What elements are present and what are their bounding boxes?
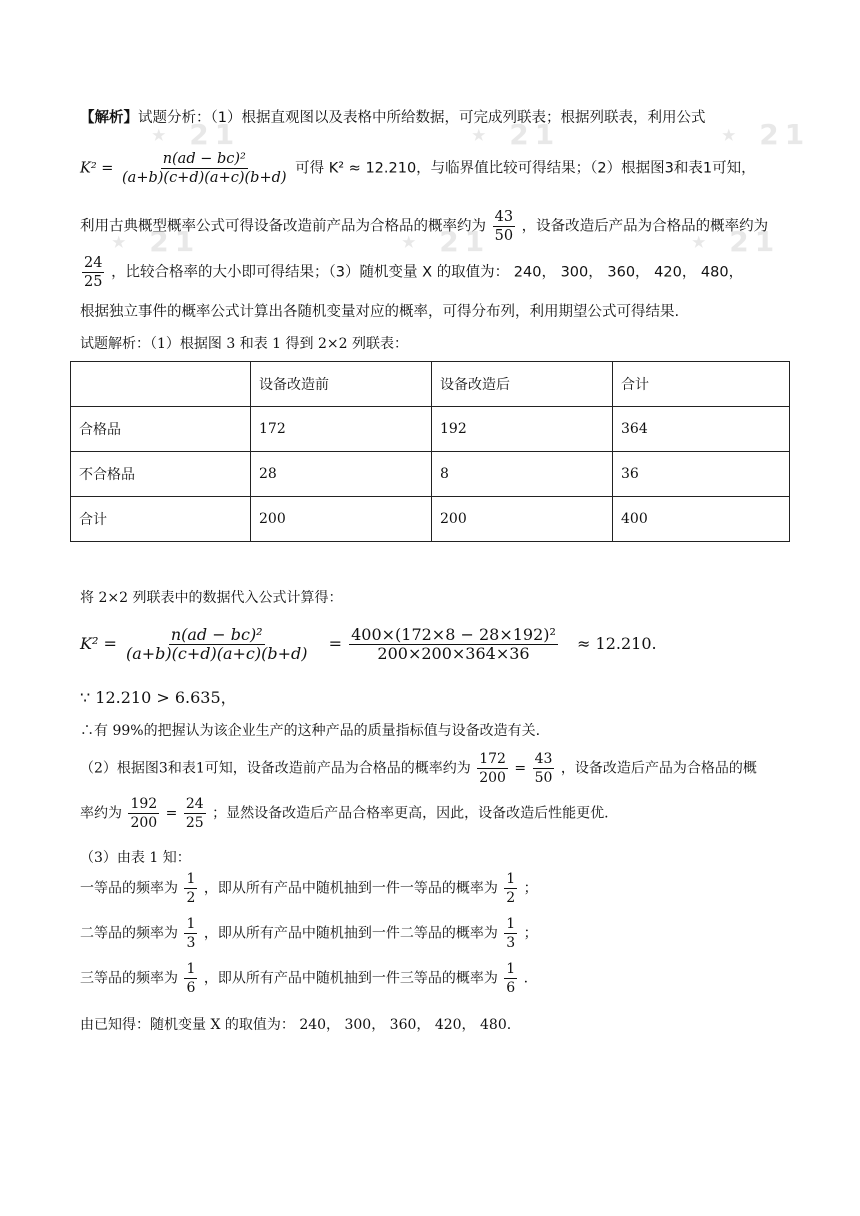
analysis-label: 【解析】 xyxy=(80,110,138,126)
fraction-192-200 xyxy=(128,795,159,832)
table-cell: 172 xyxy=(251,407,432,452)
watermark-logo: ⋆ 21 xyxy=(150,118,241,151)
table-cell: 200 xyxy=(251,497,432,542)
analysis-line-2 xyxy=(80,150,756,187)
grade-text: ； xyxy=(523,925,538,942)
analysis-text: ，设备改造后产品为合格品的概率约为 xyxy=(521,218,769,235)
fraction-numerator: 43 xyxy=(534,751,553,767)
analysis-text: ，比较合格率的大小即可得结果；（3）随机变量 X 的取值为： 240， 300， 360， 420， 480， xyxy=(111,264,744,281)
grade-text: ； xyxy=(523,880,538,897)
equals-sign: = xyxy=(514,760,527,777)
analysis-text: 利用古典概型概率公式可得设备改造前产品为合格品的概率约为 xyxy=(80,218,486,235)
table-cell: 合计 xyxy=(613,362,790,407)
k2-result: ≈ 12.210. xyxy=(577,634,657,653)
part2-line-2 xyxy=(80,795,609,832)
k2-formula-fraction xyxy=(124,626,310,663)
fraction-denominator: 3 xyxy=(506,935,516,951)
fraction-1-6 xyxy=(184,960,197,997)
fraction-denominator: 25 xyxy=(84,274,103,290)
watermark-logo: ⋆ 21 xyxy=(400,225,491,258)
k2-symbol: K² = xyxy=(80,160,114,177)
table-cell: 400 xyxy=(613,497,790,542)
fraction-denominator: 3 xyxy=(186,935,196,951)
analysis-line-3 xyxy=(80,208,768,245)
table-cell: 36 xyxy=(613,452,790,497)
k2-calculation xyxy=(80,626,657,663)
substitute-text: 将 2×2 列联表中的数据代入公式计算得： xyxy=(80,590,343,606)
grade-text: 二等品的频率为 xyxy=(80,925,178,942)
equals-sign: = xyxy=(165,805,178,822)
because-line: ∵ 12.210 > 6.635， xyxy=(80,688,237,707)
contingency-table xyxy=(70,361,790,542)
grade-text: ，即从所有产品中随机抽到一件一等品的概率为 xyxy=(203,880,498,897)
fraction-denominator: 2 xyxy=(506,890,516,906)
fraction-denominator: 50 xyxy=(494,228,514,244)
table-cell: 8 xyxy=(432,452,613,497)
table-row xyxy=(71,452,790,497)
watermark-logo: ⋆ 21 xyxy=(720,118,811,151)
part3-heading: （3）由表 1 知： xyxy=(80,850,191,866)
table-cell: 设备改造前 xyxy=(251,362,432,407)
fraction-denominator: 2 xyxy=(186,890,196,906)
fraction-numerator: 192 xyxy=(130,796,158,812)
fraction-denominator: (a+b)(c+d)(a+c)(b+d) xyxy=(125,644,308,663)
part2-text: （2）根据图3和表1可知，设备改造前产品为合格品的概率约为 xyxy=(80,760,471,777)
fraction-denominator: 200×200×364×36 xyxy=(377,644,530,663)
solution-intro: 试题解析：（1）根据图 3 和表 1 得到 2×2 列联表： xyxy=(80,336,408,352)
part2-line-1 xyxy=(80,750,757,787)
equals-sign: = xyxy=(328,634,342,653)
fraction-denominator: 25 xyxy=(185,815,204,831)
analysis-text: 可得 K² ≈ 12.210，与临界值比较可得结果；（2）根据图3和表1可知， xyxy=(295,160,756,177)
fraction-1-3 xyxy=(504,915,517,952)
analysis-text: 试题分析：（1）根据直观图以及表格中所给数据，可完成列联表；根据列联表，利用公式 xyxy=(138,110,706,126)
table-header-row xyxy=(71,362,790,407)
grade-text: 一等品的频率为 xyxy=(80,880,178,897)
grade-text: . xyxy=(523,970,529,987)
watermark-logo: ⋆ 21 xyxy=(110,225,201,258)
table-cell: 364 xyxy=(613,407,790,452)
fraction-numerator: 1 xyxy=(186,961,196,977)
fraction-1-2 xyxy=(184,870,197,907)
fraction-numerator: 400×(172×8 − 28×192)² xyxy=(351,625,556,644)
table-row xyxy=(71,497,790,542)
values-line: 由已知得：随机变量 X 的取值为： 240， 300， 360， 420， 480. xyxy=(80,1017,512,1033)
grade2-line xyxy=(80,915,538,952)
part2-text: 率约为 xyxy=(80,805,122,822)
fraction-numerator: 172 xyxy=(479,751,506,767)
grade3-line xyxy=(80,960,528,997)
fraction-numerator: 43 xyxy=(494,209,514,225)
fraction-1-2 xyxy=(504,870,517,907)
table-cell: 合计 xyxy=(71,497,251,542)
analysis-line-5 xyxy=(80,302,679,322)
fraction-24-25 xyxy=(82,254,104,291)
fraction-denominator: 200 xyxy=(479,770,506,786)
grade-text: ，即从所有产品中随机抽到一件二等品的概率为 xyxy=(203,925,498,942)
therefore-line: ∴有 99%的把握认为该企业生产的这种产品的质量指标值与设备改造有关. xyxy=(80,723,541,739)
fraction-numerator: n(ad − bc)² xyxy=(162,151,246,167)
grade-text: 三等品的频率为 xyxy=(80,970,178,987)
fraction-denominator: (a+b)(c+d)(a+c)(b+d) xyxy=(122,170,287,186)
table-cell xyxy=(71,362,251,407)
k2-numeric-fraction xyxy=(349,626,558,663)
table-cell: 合格品 xyxy=(71,407,251,452)
fraction-172-200 xyxy=(477,750,508,787)
table-cell: 28 xyxy=(251,452,432,497)
analysis-line-4 xyxy=(80,254,743,291)
table-row xyxy=(71,407,790,452)
fraction-denominator: 50 xyxy=(534,770,553,786)
fraction-numerator: 1 xyxy=(506,871,516,887)
fraction-denominator: 200 xyxy=(130,815,158,831)
fraction-1-6 xyxy=(504,960,517,997)
grade-text: ，即从所有产品中随机抽到一件三等品的概率为 xyxy=(203,970,498,987)
fraction-24-25 xyxy=(184,795,206,832)
fraction-denominator: 6 xyxy=(506,980,516,996)
fraction-numerator: 1 xyxy=(186,871,196,887)
fraction-43-50 xyxy=(493,208,515,245)
watermark-logo: ⋆ 21 xyxy=(470,118,561,151)
fraction-1-3 xyxy=(184,915,197,952)
k2-symbol: K² = xyxy=(80,634,117,653)
fraction-43-50 xyxy=(533,750,555,787)
part2-text: ，设备改造后产品为合格品的概 xyxy=(560,760,757,777)
part2-text: ；显然设备改造后产品合格率更高，因此，设备改造后性能更优. xyxy=(212,805,609,822)
k2-formula-fraction xyxy=(120,150,289,187)
analysis-line-1 xyxy=(80,108,705,128)
fraction-numerator: 24 xyxy=(84,255,103,271)
table-cell: 设备改造后 xyxy=(432,362,613,407)
fraction-denominator: 6 xyxy=(186,980,196,996)
fraction-numerator: 24 xyxy=(185,796,204,812)
grade1-line xyxy=(80,870,538,907)
fraction-numerator: 1 xyxy=(506,916,516,932)
table-cell: 192 xyxy=(432,407,613,452)
fraction-numerator: 1 xyxy=(506,961,516,977)
table-cell: 200 xyxy=(432,497,613,542)
table-cell: 不合格品 xyxy=(71,452,251,497)
fraction-numerator: 1 xyxy=(186,916,196,932)
analysis-text: 根据独立事件的概率公式计算出各随机变量对应的概率，可得分布列，利用期望公式可得结果. xyxy=(80,304,680,320)
watermark-logo: ⋆ 21 xyxy=(690,225,781,258)
fraction-numerator: n(ad − bc)² xyxy=(170,625,263,644)
